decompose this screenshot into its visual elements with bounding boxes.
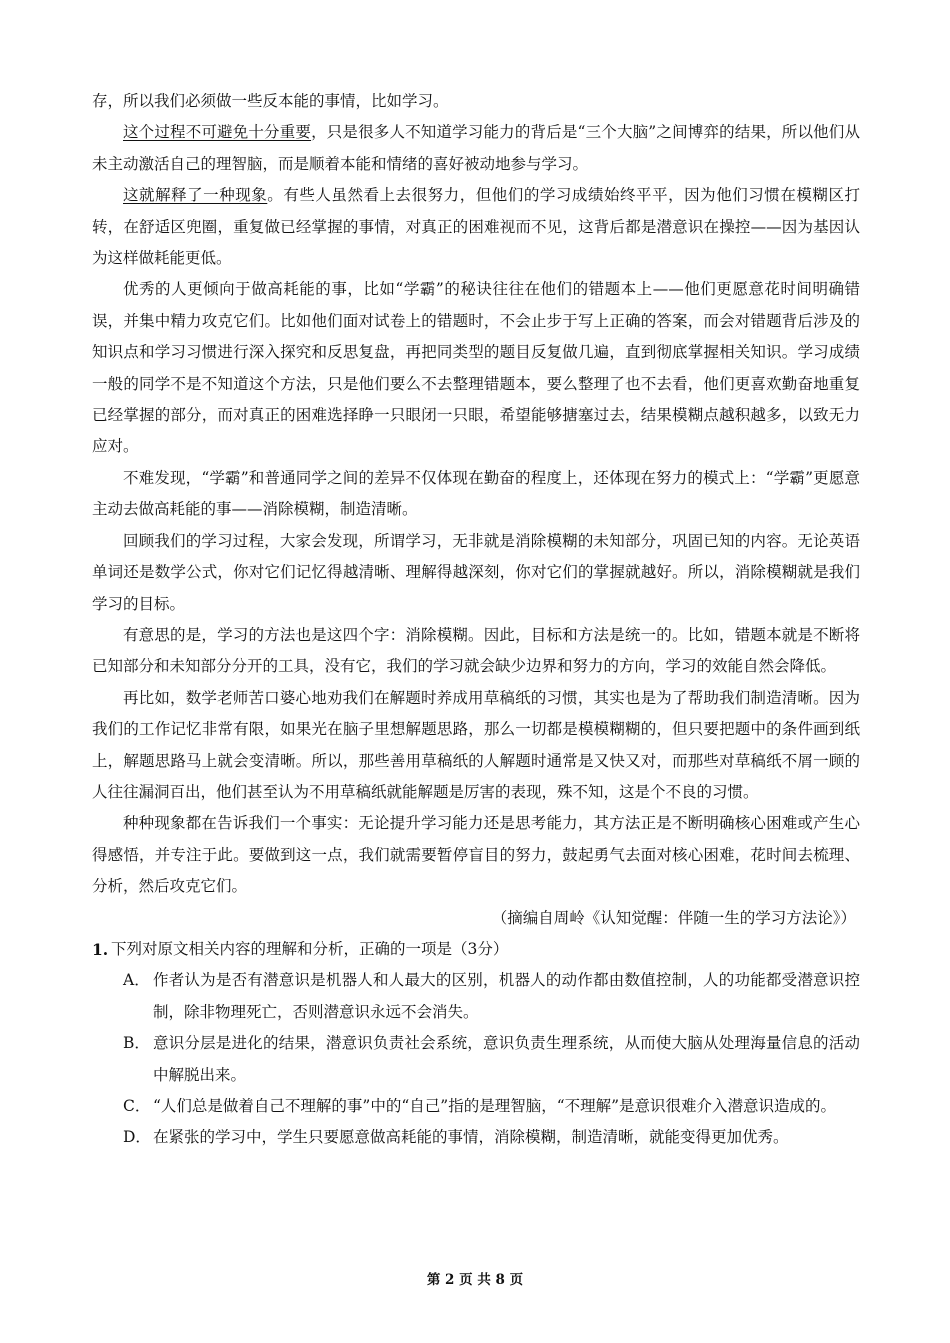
paragraph-2 (92, 180, 860, 274)
question-stem: 下列对原文相关内容的理解和分析，正确的一项是（3分） (111, 939, 509, 958)
underlined-phrase-1: 这个过程不可避免十分重要 (123, 123, 312, 142)
paragraph-3: 优秀的人更倾向于做高耗能的事，比如“学霸”的秘诀往往在他们的错题本上——他们更愿意花时间明确错误，并集中精力攻克它们。比如他们面对试卷上的错题时，不会止步于写上正确的答案，而会对错题背后涉及的知识点和学习习惯进行深入探究和反思复盘，再把同类型的题目反复做几遍，直到彻底掌握相关知识。学习成绩一般的同学不是不知道这个方法，只是他们要么不去整理错题本，要么整理了也不去看，他们更喜欢勤奋地重复已经掌握的部分，而对真正的困难选择睁一只眼闭一只眼，希望能够搪塞过去，结果模糊点越积越多，以致无力应对。 (92, 280, 860, 456)
page-footer: 第 2 页 共 8 页 (426, 1272, 524, 1288)
document-page (92, 86, 860, 1154)
question-number: 1. (92, 939, 109, 959)
option-a-label: A． (123, 971, 150, 990)
option-a-text: 作者认为是否有潜意识是机器人和人最大的区别，机器人的动作都由数值控制，人的功能都受潜意识控制，除非物理死亡，否则潜意识永远不会消失。 (153, 971, 860, 1021)
paragraph-6: 有意思的是，学习的方法也是这四个字：消除模糊。因此，目标和方法是统一的。比如，错题本就是不断将已知部分和未知部分分开的工具，没有它，我们的学习就会缺少边界和努力的方向，学习的效能自然会降低。 (92, 625, 860, 676)
paragraph-0: 存，所以我们必须做一些反本能的事情，比如学习。 (92, 92, 449, 110)
source-citation: （摘编自周岭《认知觉醒：伴随一生的学习方法论》） (491, 908, 856, 927)
paragraph-1-text: ，只是很多人不知道学习能力的背后是“三个大脑”之间博弈的结果，所以他们从未主动激活自己的理智脑，而是顺着本能和情绪的喜好被动地参与学习。 (92, 123, 860, 173)
option-c-label: C． (123, 1097, 151, 1115)
paragraph-7: 再比如，数学老师苦口婆心地劝我们在解题时养成用草稿纸的习惯，其实也是为了帮助我们制造清晰。因为我们的工作记忆非常有限，如果光在脑子里想解题思路，那么一切都是模模糊糊的，但只要把题中的条件画到纸上，解题思路马上就会变清晰。所以，那些善用草稿纸的人解题时通常是又快又对，而那些对草稿纸不屑一顾的人往往漏洞百出，他们甚至认为不用草稿纸就能解题是厉害的表现，殊不知，这是个不良的习惯。 (92, 688, 860, 801)
question-1 (92, 934, 860, 965)
option-d-label: D． (123, 1128, 151, 1147)
option-b-label: B． (123, 1034, 150, 1053)
option-a (92, 965, 860, 1028)
option-b-text: 意识分层是进化的结果，潜意识负责社会系统，意识负责生理系统，从而使大脑从处理海量信息的活动中解脱出来。 (153, 1034, 860, 1084)
underlined-phrase-2: 这就解释了一种现象 (123, 186, 268, 205)
paragraph-5: 回顾我们的学习过程，大家会发现，所谓学习，无非就是消除模糊的未知部分，巩固已知的内容。无论英语单词还是数学公式，你对它们记忆得越清晰、理解得越深刻，你对它们的掌握就越好。所以，消除模糊就是我们学习的目标。 (92, 531, 860, 613)
paragraph-4: 不难发现，“学霸”和普通同学之间的差异不仅体现在勤奋的程度上，还体现在努力的模式上：“学霸”更愿意主动去做高耗能的事——消除模糊，制造清晰。 (92, 468, 860, 519)
paragraph-2-text: 。有些人虽然看上去很努力，但他们的学习成绩始终平平，因为他们习惯在模糊区打转，在舒适区兜圈，重复做已经掌握的事情，对真正的困难视而不见，这背后都是潜意识在操控——因为基因认为这样做耗能更低。 (92, 186, 860, 268)
paragraph-1 (92, 117, 860, 180)
paragraph-8: 种种现象都在告诉我们一个事实：无论提升学习能力还是思考能力，其方法正是不断明确核心困难或产生心得感悟，并专注于此。要做到这一点，我们就需要暂停盲目的努力，鼓起勇气去面对核心困难，花时间去梳理、分析，然后攻克它们。 (92, 814, 860, 896)
option-c-text: “人们总是做着自己不理解的事”中的“自己”指的是理智脑，“不理解”是意识很难介入潜意识造成的。 (153, 1097, 837, 1115)
option-b (92, 1028, 860, 1091)
option-d-text: 在紧张的学习中，学生只要愿意做高耗能的事情，消除模糊，制造清晰，就能变得更加优秀。 (153, 1128, 789, 1147)
option-c (92, 1091, 860, 1122)
option-d (92, 1122, 860, 1153)
